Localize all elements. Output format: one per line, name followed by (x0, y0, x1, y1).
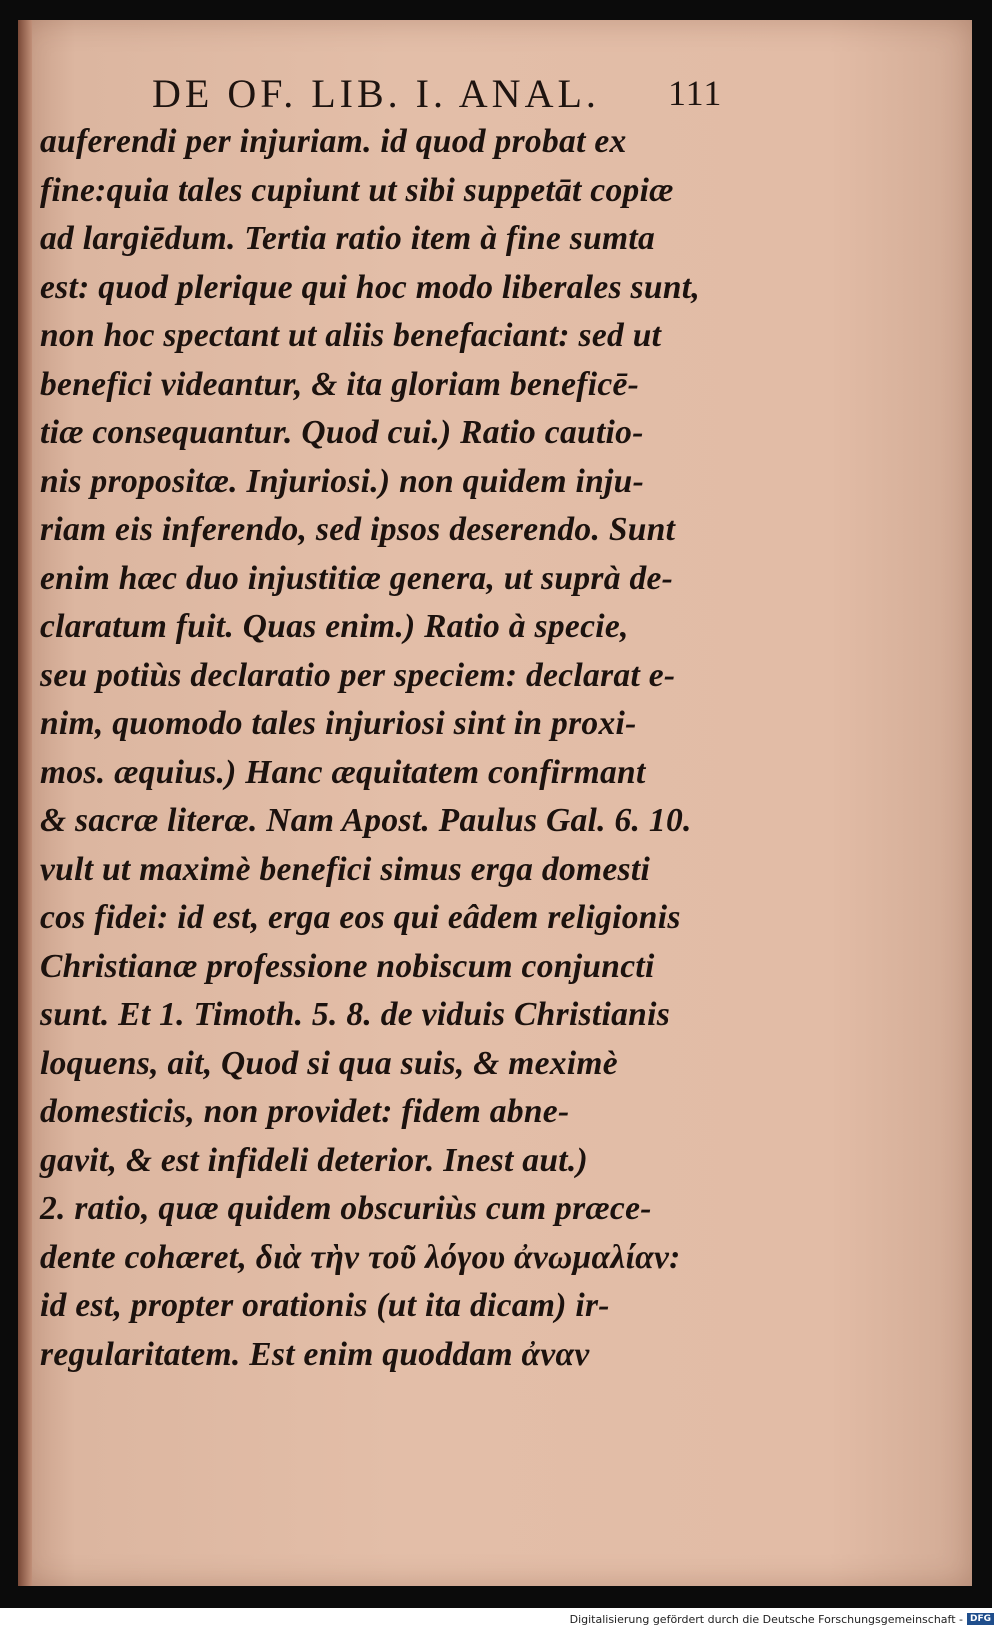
text-line: loquens, ait, Quod si qua suis, & meximè (40, 1044, 618, 1082)
text-line: non hoc spectant ut aliis benefaciant: sed ut (40, 317, 662, 354)
text-line: riam eis inferendo, sed ipsos deserendo. Sunt (40, 511, 676, 548)
text-line: fine:quia tales cupiunt ut sibi suppetāt copiæ (40, 171, 674, 209)
text-line: seu potiùs declaratio per speciem: declarat e- (40, 656, 676, 694)
body-text (40, 118, 740, 1379)
text-line: ad largiēdum. Tertia ratio item à fine sumta (40, 220, 656, 257)
text-line: & sacræ literæ. Nam Apost. Paulus Gal. 6. 10. (40, 802, 692, 839)
text-line: tiæ consequantur. Quod cui.) Ratio cautio- (40, 414, 644, 451)
text-line: regularitatem. Est enim quoddam ἀναν (40, 1335, 590, 1373)
text-line: domesticis, non providet: fidem abne- (40, 1093, 570, 1130)
text-line: gavit, & est infideli deterior. Inest aut.) (40, 1141, 589, 1179)
text-line: cos fidei: id est, erga eos qui eâdem religionis (40, 899, 681, 936)
credit-text: Digitalisierung gefördert durch die Deutsche Forschungsgemeinschaft - (569, 1612, 963, 1626)
running-header: DE OF. LIB. I. ANAL. (152, 71, 600, 116)
text-line: 2. ratio, quæ quidem obscuriùs cum præce- (40, 1190, 652, 1227)
digitization-credit (570, 1612, 994, 1626)
text-line: enim hæc duo injustitiæ genera, ut suprà de- (40, 559, 674, 597)
dfg-logo: DFG (967, 1613, 994, 1625)
page-gutter (18, 20, 32, 1586)
text-line: auferendi per injuriam. id quod probat ex (40, 123, 627, 160)
text-line: nis propositæ. Injuriosi.) non quidem inju- (40, 462, 645, 500)
page-number: 111 (668, 73, 723, 113)
text-line: benefici videantur, & ita gloriam beneficē- (40, 365, 640, 403)
text-line: claratum fuit. Quas enim.) Ratio à specie, (40, 608, 629, 645)
text-line: id est, propter orationis (ut ita dicam) ir- (40, 1287, 610, 1324)
text-line: dente cohæret, διὰ τὴν τοῦ λόγου ἀνωμαλίαν: (40, 1238, 681, 1276)
text-line: vult ut maximè benefici simus erga domesti (40, 850, 651, 888)
text-line: est: quod plerique qui hoc modo liberales sunt, (40, 268, 701, 306)
text-line: Christianæ professione nobiscum conjuncti (40, 947, 655, 985)
text-line: sunt. Et 1. Timoth. 5. 8. de viduis Christianis (40, 996, 671, 1033)
text-line: mos. æquius.) Hanc æquitatem confirmant (40, 753, 646, 791)
text-line: nim, quomodo tales injuriosi sint in proxi- (40, 705, 637, 742)
